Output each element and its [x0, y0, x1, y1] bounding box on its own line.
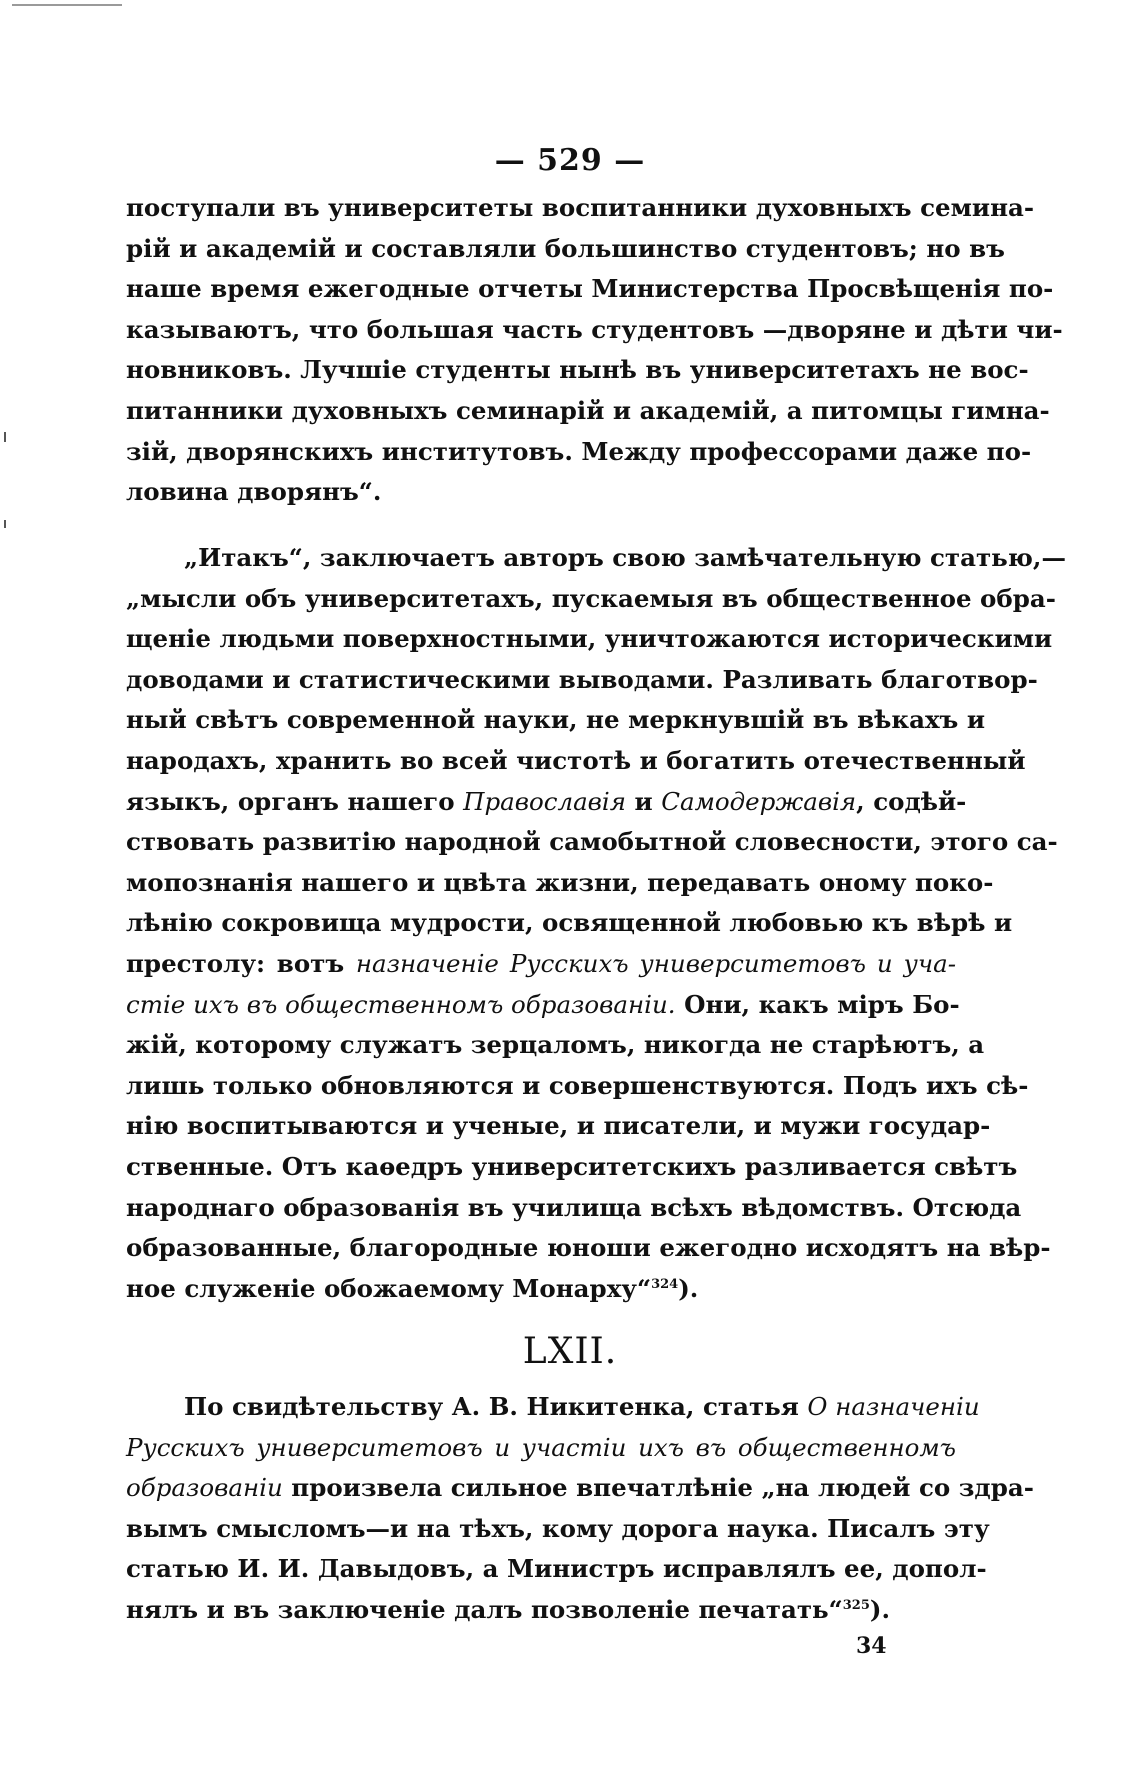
margin-mark	[4, 520, 6, 528]
text-line: щеніе людьми поверхностными, уничтожаются историческими	[126, 624, 1053, 654]
text-line: нію воспитываются и ученые, и писатели, и мужи государ-	[126, 1111, 991, 1141]
section-heading: LXII.	[522, 1331, 618, 1372]
text-run: ное служеніе обожаемому Монарху“	[126, 1273, 652, 1303]
text-line: народнаго образованія въ училища всѣхъ вѣдомствъ. Отсюда	[126, 1192, 1022, 1222]
text-line: ственные. Отъ каѳедръ университетскихъ разливается свѣтъ	[126, 1151, 1018, 1181]
text-line: рій и академій и составляли большинство студентовъ; но въ	[126, 233, 1005, 263]
text-line: поступали въ университеты воспитанники духовныхъ семина-	[126, 193, 1035, 222]
text-run: и	[626, 786, 662, 816]
text-run: произвела сильное впечатлѣніе „на людей со здра-	[282, 1473, 1034, 1503]
text-line	[126, 1269, 956, 1310]
text-line	[126, 944, 956, 985]
text-line: „мысли объ университетахъ, пускаемыя въ общественное обра-	[126, 583, 1056, 613]
text-line	[126, 1468, 1034, 1509]
text-line: „Итакъ“, заключаетъ авторъ свою замѣчательную статью,—	[184, 543, 1066, 572]
italic-run: образованіи	[126, 1473, 283, 1503]
text-line: новниковъ. Лучшіе студенты нынѣ въ университетахъ не вос-	[126, 355, 1029, 385]
text-run: языкъ, органъ нашего	[126, 786, 464, 816]
page-number: — 529 —	[494, 143, 646, 178]
text-run: По свидѣтельству А. В. Никитенка, статья	[184, 1392, 808, 1421]
text-line: ловина дворянъ“.	[126, 477, 382, 507]
text-line: образованные, благородные юноши ежегодно исходятъ на вѣр-	[126, 1233, 1051, 1263]
text-line: ствовать развитію народной самобытной словесности, этого са-	[126, 827, 1058, 857]
text-run: ).	[678, 1273, 699, 1303]
text-line: жій, которому служатъ зерцаломъ, никогда не старѣютъ, а	[126, 1030, 985, 1060]
footnote-ref: 325	[842, 1597, 870, 1613]
text-run: ).	[869, 1594, 890, 1624]
text-run: , содѣй-	[856, 786, 967, 816]
text-line: ный свѣтъ современной науки, не меркнувшій въ вѣкахъ и	[126, 705, 986, 735]
text-line: вымъ смысломъ—и на тѣхъ, кому дорога наука. Писалъ эту	[126, 1513, 990, 1543]
text-line: зій, дворянскихъ институтовъ. Между профессорами даже по-	[126, 436, 1032, 466]
italic-run: назначеніе Русскихъ университетовъ и уча-	[355, 948, 956, 978]
footnote-ref: 324	[651, 1276, 679, 1292]
text-line: лишь только обновляются и совершенствуются. Подъ ихъ сѣ-	[126, 1070, 1029, 1100]
text-line	[126, 1590, 956, 1631]
text-run: нялъ и въ заключеніе далъ позволеніе печатать“	[126, 1594, 843, 1624]
text-line	[126, 1387, 980, 1428]
paragraph-3	[126, 1387, 1034, 1631]
text-line	[126, 985, 960, 1026]
margin-mark	[4, 432, 6, 442]
text-run: Они, какъ міръ Бо-	[675, 989, 960, 1019]
text-line: народахъ, хранить во всей чистотѣ и богатить отечественный	[126, 745, 1026, 775]
text-line: лѣнію сокровища мудрости, освященной любовью къ вѣрѣ и	[126, 908, 1013, 938]
italic-run: стіе ихъ въ общественномъ образованіи.	[126, 989, 676, 1019]
top-edge-rule	[12, 4, 122, 6]
text-line: мопознанія нашего и цвѣта жизни, передавать оному поко-	[126, 867, 994, 897]
paragraph-1	[126, 188, 1063, 513]
text-line: доводами и статистическими выводами. Разливать благотвор-	[126, 664, 1038, 694]
text-line: казываютъ, что большая часть студентовъ —дворяне и дѣти чи-	[126, 314, 1063, 344]
paragraph-2	[126, 538, 1066, 1309]
text-line: статью И. И. Давыдовъ, а Министръ исправлялъ ее, допол-	[126, 1554, 987, 1584]
text-run: престолу: вотъ	[126, 948, 356, 978]
text-line: питанники духовныхъ семинарій и академій, а питомцы гимна-	[126, 395, 1050, 425]
italic-run: Самодержавія	[661, 786, 857, 816]
text-line	[126, 782, 967, 823]
text-line: Русскихъ университетовъ и участіи ихъ въ общественномъ	[126, 1432, 956, 1462]
italic-run: Православія	[463, 786, 626, 816]
signature-mark: 34	[856, 1633, 887, 1659]
text-line: наше время ежегодные отчеты Министерства Просвѣщенія по-	[126, 274, 1054, 304]
italic-run: О назначеніи	[807, 1392, 980, 1421]
